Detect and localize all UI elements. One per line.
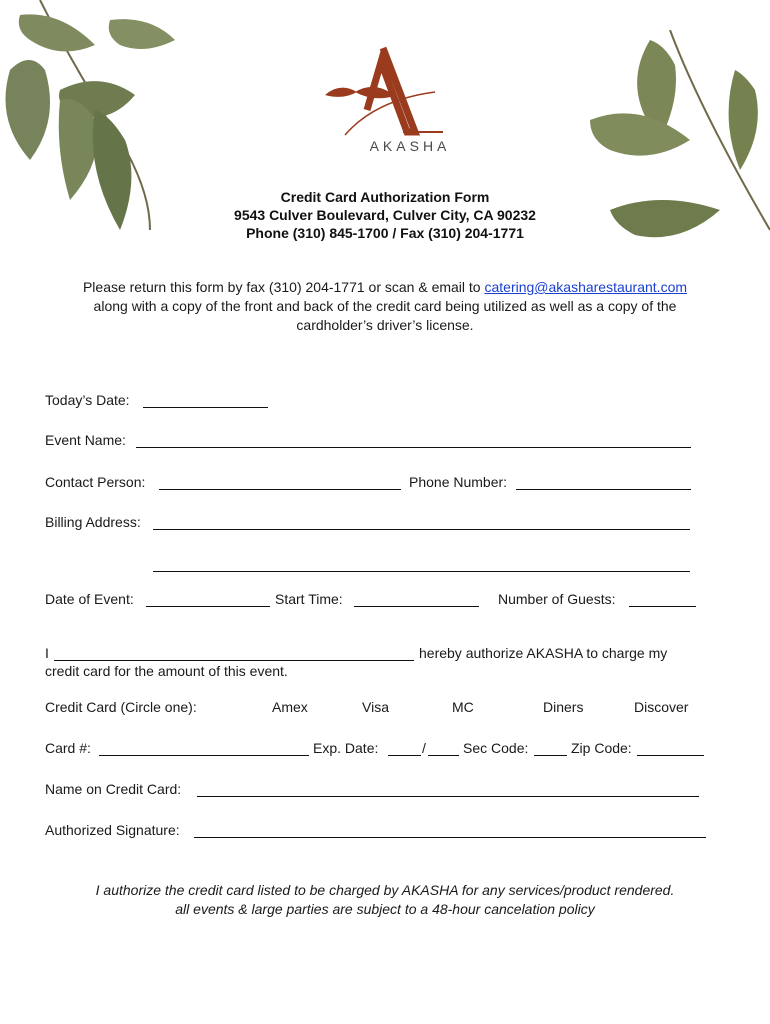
form-title: Credit Card Authorization Form	[280, 189, 490, 205]
billing-address-field-1[interactable]	[153, 529, 690, 530]
card-type-discover[interactable]: Discover	[634, 699, 689, 715]
logo-wordmark: AKASHA	[369, 138, 451, 154]
card-number-field[interactable]	[99, 755, 309, 756]
todays-date-field[interactable]	[143, 407, 268, 408]
sec-code-label: Sec Code:	[463, 740, 529, 756]
footer-statement	[0, 881, 770, 919]
number-of-guests-field[interactable]	[629, 606, 696, 607]
card-type-visa[interactable]: Visa	[362, 699, 389, 715]
card-type-diners[interactable]: Diners	[543, 699, 584, 715]
zip-code-field[interactable]	[637, 755, 704, 756]
zip-code-label: Zip Code:	[571, 740, 632, 756]
exp-year-field[interactable]	[428, 755, 459, 756]
start-time-label: Start Time:	[275, 591, 343, 607]
exp-slash: /	[422, 740, 426, 756]
intro-line-2: along with a copy of the front and back of the credit card being utilized as well as a copy of the	[93, 298, 677, 314]
footer-line-2: all events & large parties are subject to a 48-hour cancelation policy	[175, 901, 595, 917]
authorized-signature-label: Authorized Signature:	[45, 822, 180, 838]
card-type-amex[interactable]: Amex	[272, 699, 308, 715]
authorizer-name-field[interactable]	[54, 660, 414, 661]
phone-number-label: Phone Number:	[409, 474, 508, 490]
card-number-label: Card #:	[45, 740, 91, 756]
credit-card-circle-label: Credit Card (Circle one):	[45, 699, 197, 715]
name-on-card-field[interactable]	[197, 796, 699, 797]
contact-person-label: Contact Person:	[45, 474, 146, 490]
intro-paragraph	[50, 278, 720, 335]
email-link[interactable]: catering@akasharestaurant.com	[484, 279, 688, 295]
card-type-mc[interactable]: MC	[452, 699, 474, 715]
address-line: 9543 Culver Boulevard, Culver City, CA 90232	[234, 207, 536, 223]
authorize-text: hereby authorize AKASHA to charge my	[419, 645, 668, 661]
billing-address-label: Billing Address:	[45, 514, 141, 530]
intro-text: Please return this form by fax (310) 204-1771 or scan & email to	[82, 279, 485, 295]
phone-fax-line: Phone (310) 845-1700 / Fax (310) 204-1771	[246, 225, 524, 241]
authorize-i-label: I	[45, 645, 49, 661]
exp-month-field[interactable]	[388, 755, 421, 756]
event-name-label: Event Name:	[45, 432, 126, 448]
intro-line-3: cardholder’s driver’s license.	[296, 317, 474, 333]
date-of-event-label: Date of Event:	[45, 591, 134, 607]
footer-line-1: I authorize the credit card listed to be charged by AKASHA for any services/product rendered.	[95, 882, 675, 898]
start-time-field[interactable]	[354, 606, 479, 607]
contact-person-field[interactable]	[159, 489, 401, 490]
number-of-guests-label: Number of Guests:	[498, 591, 616, 607]
exp-date-label: Exp. Date:	[313, 740, 379, 756]
sec-code-field[interactable]	[534, 755, 567, 756]
authorize-text-line-2: credit card for the amount of this event.	[45, 663, 288, 679]
todays-date-label: Today’s Date:	[45, 392, 130, 408]
name-on-card-label: Name on Credit Card:	[45, 781, 182, 797]
phone-number-field[interactable]	[516, 489, 691, 490]
date-of-event-field[interactable]	[146, 606, 270, 607]
authorized-signature-field[interactable]	[194, 837, 706, 838]
billing-address-field-2[interactable]	[153, 571, 690, 572]
event-name-field[interactable]	[136, 447, 691, 448]
